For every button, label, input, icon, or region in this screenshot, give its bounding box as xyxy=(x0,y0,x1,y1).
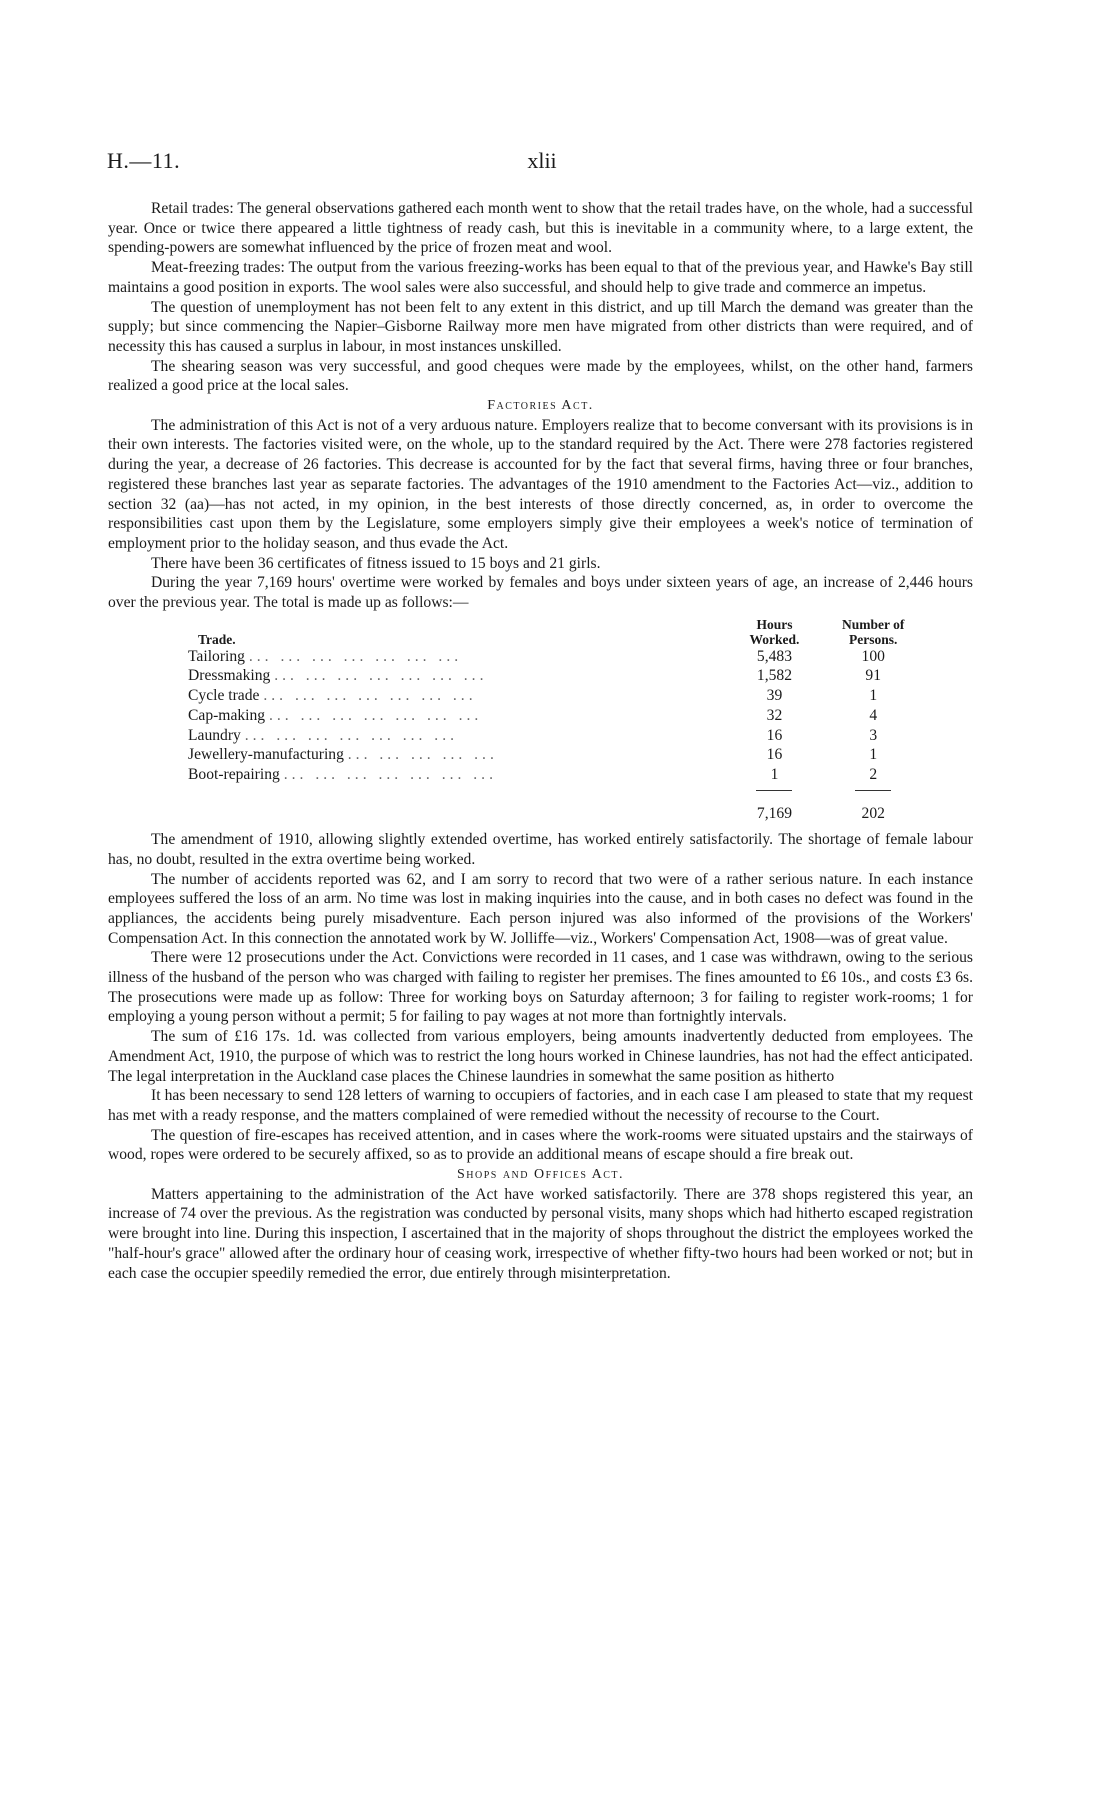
table-row xyxy=(108,726,928,746)
trade-name: Dressmaking xyxy=(188,667,271,685)
paragraph-accidents: The number of accidents reported was 62, and I am sorry to record that two were of a rather serious nature. In each instance employees suffered the loss of an arm. No time was lost in making inquiries into the cause, and in both cases no defect was found in the appliances, the accidents being purely misadventure. Each person injured was also informed of the provisions of the Workers' Compensation Act. In this connection the annotated work by W. Jolliffe—viz., Workers' Compensation Act, 1908—was of great value. xyxy=(108,870,973,947)
total-hours: 7,169 xyxy=(756,805,793,823)
trade-name: Jewellery-manufacturing xyxy=(188,746,344,764)
paragraph-retail-trades: Retail trades: The general observations gathered each month went to show that the retail trades have, on the whole, had a successful year. Once or twice there appeared a little tightness of ready cash, but this is inevitable in a community where, to a large extent, the spending-powers are somewhat influenced by the price of frozen meat and wool. xyxy=(108,200,974,257)
leader-dots: ... ... ... ... ... ... ... xyxy=(283,765,497,783)
table-row xyxy=(108,647,928,667)
paragraph-overtime: During the year 7,169 hours' overtime were worked by females and boys under sixteen years of age, an increase of 2,446 hours over the previous year. The total is made up as follows:— xyxy=(108,574,973,612)
hours-cell: 39 xyxy=(766,687,783,705)
paragraph-amendment: The amendment of 1910, allowing slightly extended overtime, has worked entirely satisfactorily. The shortage of female labour has, no doubt, resulted in the extra overtime being worked. xyxy=(108,831,973,868)
hours-cell: 1,582 xyxy=(756,667,793,685)
paragraph-sum-collected: The sum of £16 17s. 1d. was collected from various employers, being amounts inadvertently deducted from employees. The Amendment Act, 1910, the purpose of which was to restrict the long hours worked in Chinese laundries, has not had the effect anticipated. The legal interpretation in the Auckland case places the Chinese laundries in somewhat the same position as hitherto xyxy=(108,1028,973,1085)
table-row xyxy=(108,706,928,726)
paragraph-shops: Matters appertaining to the administration of the Act have worked satisfactorily. There are 378 shops registered this year, an increase of 74 over the previous. As the registration was conducted by personal visits, many shops which had hitherto escaped registration were brought into line. During this inspection, I ascertained that in the majority of shops throughout the district the employees worked the "half-hour's grace" allowed after the ordinary hour of ceasing work, irrespective of whether fifty-two hours had been worked or not; but in each case the occupier speedily remedied the error, due entirely through misinterpretation. xyxy=(108,1185,973,1282)
leader-dots: ... ... ... ... ... ... ... xyxy=(244,726,458,744)
leader-dots: ... ... ... ... ... ... ... xyxy=(248,647,463,665)
total-persons: 202 xyxy=(861,805,885,823)
table-total-row xyxy=(108,785,928,824)
hours-cell: 32 xyxy=(766,706,783,724)
page-number: xlii xyxy=(527,148,557,173)
overtime-table xyxy=(108,617,928,824)
hours-cell: 5,483 xyxy=(756,647,793,665)
hours-cell: 1 xyxy=(770,765,779,783)
paragraph-certificates: There have been 36 certificates of fitness issued to 15 boys and 21 girls. xyxy=(151,554,601,572)
table-row xyxy=(108,765,928,785)
section-heading-shops: Shops and Offices Act. xyxy=(456,1167,625,1183)
persons-cell: 2 xyxy=(869,765,878,783)
leader-dots: ... ... ... ... ... ... ... xyxy=(274,667,488,685)
leader-dots: ... ... ... ... ... ... ... xyxy=(263,687,477,705)
document-reference: H.—11. xyxy=(107,148,181,173)
trade-name: Boot-repairing xyxy=(188,765,280,783)
paragraph-shearing: The shearing season was very successful, and good cheques were made by the employees, whilst, on the other hand, farmers realized a good price at the local sales. xyxy=(108,357,973,395)
persons-cell: 3 xyxy=(869,726,878,744)
paragraph-letters: It has been necessary to send 128 letters of warning to occupiers of factories, and in each case I am pleased to state that my request has met with a ready response, and the matters complained of were remedied without the necessity of recourse to the Court. xyxy=(108,1087,973,1124)
paragraph-meat-freezing: Meat-freezing trades: The output from the various freezing-works has been equal to that of the previous year, and Hawke's Bay still maintains a good position in exports. The wool sales were also successful, and should help to give trade and commerce an impetus. xyxy=(108,259,973,296)
document-body xyxy=(108,199,973,1283)
paragraph-prosecutions: There were 12 prosecutions under the Act. Convictions were recorded in 11 cases, and 1 case was withdrawn, owing to the serious illness of the husband of the person who was charged with failing to register her premises. The fines amounted to £6 10s., and costs £3 6s. The prosecutions were made up as follow: Three for working boys on Saturday afternoon; 3 for failing to register work-rooms; 1 for employing a young person without a permit; 5 for failing to pay wages at not more than fortnightly intervals. xyxy=(108,949,973,1026)
paragraph-fire-escapes: The question of fire-escapes has received attention, and in cases where the work-rooms were situated upstairs and the stairways of wood, ropes were ordered to be securely affixed, so as to provide an additional means of escape should a fire break out. xyxy=(108,1126,973,1164)
hours-cell: 16 xyxy=(766,746,783,764)
trade-name: Laundry xyxy=(188,726,241,744)
total-rule xyxy=(756,790,792,791)
column-header-hours: Hours Worked. xyxy=(749,616,800,647)
column-header-persons: Number of Persons. xyxy=(842,616,905,647)
column-header-trade: Trade. xyxy=(198,631,236,647)
leader-dots: ... ... ... ... ... ... ... xyxy=(269,706,483,724)
leader-dots: ... ... ... ... ... xyxy=(347,746,498,764)
persons-cell: 100 xyxy=(861,647,885,665)
paragraph-factories-admin: The administration of this Act is not of a very arduous nature. Employers realize that to become conversant with its provisions is in their own interests. The factories visited were, on the whole, up to the standard required by the Act. There were 278 factories registered during the year, a decrease of 26 factories. This decrease is accounted for by the fact that several firms, having three or four branches, registered these branches last year as separate factories. The advantages of the 1910 amendment to the Factories Act—viz., addition to section 32 (aa)—has not acted, in my opinion, in the best interests of those directly concerned, as, in order to overcome the responsibilities cast upon them by the Legislature, some employers simply give their employees a week's notice of termination of employment prior to the holiday season, and thus evade the Act. xyxy=(108,416,973,552)
table-row xyxy=(108,686,928,706)
persons-cell: 1 xyxy=(869,746,878,764)
trade-name: Cycle trade xyxy=(188,687,260,705)
table-row xyxy=(108,745,928,765)
trade-name: Cap-making xyxy=(188,706,266,724)
total-rule xyxy=(855,790,891,791)
section-heading-factories: Factories Act. xyxy=(487,398,594,414)
persons-cell: 1 xyxy=(869,687,878,705)
page-header xyxy=(107,148,977,184)
hours-cell: 16 xyxy=(766,726,783,744)
table-row xyxy=(108,666,928,686)
persons-cell: 91 xyxy=(865,667,882,685)
trade-name: Tailoring xyxy=(188,647,245,665)
paragraph-unemployment: The question of unemployment has not been felt to any extent in this district, and up till March the demand was greater than the supply; but since commencing the Napier–Gisborne Railway more men have migrated from other districts than were required, and of necessity this has caused a surplus in labour, in most instances unskilled. xyxy=(108,298,973,355)
table-header-row xyxy=(108,617,928,647)
persons-cell: 4 xyxy=(869,706,878,724)
